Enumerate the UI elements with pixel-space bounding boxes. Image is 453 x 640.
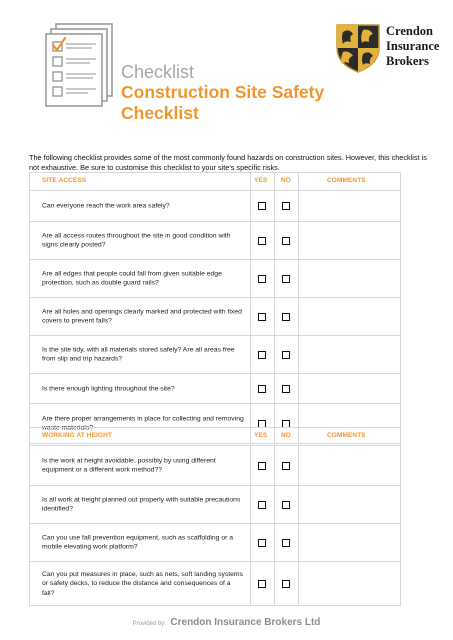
- yes-checkbox[interactable]: [258, 501, 266, 509]
- table-row: [30, 190, 400, 221]
- comments-cell[interactable]: [299, 191, 400, 221]
- page-title-line2: Checklist: [121, 103, 199, 123]
- logo-line-3: Brokers: [386, 54, 429, 68]
- comments-cell[interactable]: [299, 562, 400, 605]
- table-row: [30, 335, 400, 373]
- yes-checkbox[interactable]: [258, 539, 266, 547]
- section-heading: WORKING AT HEIGHT: [42, 432, 112, 439]
- table-row: [30, 523, 400, 561]
- no-checkbox[interactable]: [282, 462, 290, 470]
- yes-checkbox[interactable]: [258, 313, 266, 321]
- comments-cell[interactable]: [299, 446, 400, 485]
- no-checkbox[interactable]: [282, 351, 290, 359]
- question-text: Can you put measures in place, such as nets, soft landing systems or safety decks, to reduce the distance and consequences of a fall?: [42, 570, 243, 597]
- question-text: Are all edges that people could fall from given suitable edge protection, such as double guard rails?: [42, 270, 222, 287]
- table-row: [30, 297, 400, 335]
- question-text: Is all work at height planned out properly with suitable precautions identified?: [42, 496, 241, 513]
- comments-cell[interactable]: [299, 524, 400, 561]
- no-checkbox[interactable]: [282, 501, 290, 509]
- logo-wordmark: [386, 24, 439, 69]
- working-at-height-table: [29, 427, 401, 606]
- table-header-row: [30, 428, 400, 445]
- comments-column-header: COMMENTS: [327, 177, 366, 184]
- yes-checkbox[interactable]: [258, 462, 266, 470]
- comments-cell[interactable]: [299, 222, 400, 259]
- logo-line-2: Insurance: [386, 39, 440, 53]
- question-text: Are all holes and openings clearly marked and protected with fixed covers to prevent falls?: [42, 308, 242, 325]
- footer-company-name: Crendon Insurance Brokers Ltd: [170, 617, 321, 628]
- comments-cell[interactable]: [299, 298, 400, 335]
- yes-column-header: YES: [254, 177, 268, 184]
- yes-checkbox[interactable]: [258, 580, 266, 588]
- table-header-row: [30, 173, 400, 190]
- yes-column-header: YES: [254, 432, 268, 439]
- question-text: Are there proper arrangements in place for collecting and removing waste materials?: [42, 415, 244, 432]
- footer: [0, 612, 453, 630]
- no-checkbox[interactable]: [282, 237, 290, 245]
- question-text: Is the site tidy, with all materials stored safely? Are all areas free from slip and trip hazards?: [42, 346, 235, 363]
- no-checkbox[interactable]: [282, 385, 290, 393]
- no-checkbox[interactable]: [282, 580, 290, 588]
- section-heading: SITE ACCESS: [42, 177, 87, 184]
- question-text: Can you use fall prevention equipment, such as scaffolding or a mobile elevating work platform?: [42, 534, 234, 551]
- kicker-title: Checklist: [121, 62, 195, 82]
- table-row: [30, 259, 400, 297]
- table-row: [30, 445, 400, 485]
- site-access-table: [29, 172, 401, 444]
- title-block: [121, 62, 324, 124]
- question-text: Are all access routes throughout the site in good condition with signs clearly posted?: [42, 232, 231, 249]
- table-row: [30, 373, 400, 403]
- table-row: [30, 561, 400, 605]
- no-column-header: NO: [281, 432, 291, 439]
- clipboard-checklist-icon: [44, 22, 116, 108]
- comments-column-header: COMMENTS: [327, 432, 366, 439]
- table-row: [30, 221, 400, 259]
- no-checkbox[interactable]: [282, 313, 290, 321]
- comments-cell[interactable]: [299, 260, 400, 297]
- provided-by-label: Provided by:: [132, 621, 166, 627]
- no-column-header: NO: [281, 177, 291, 184]
- page-title-line1: Construction Site Safety: [121, 82, 325, 102]
- question-text: Can everyone reach the work area safely?: [42, 202, 170, 210]
- comments-cell[interactable]: [299, 374, 400, 403]
- yes-checkbox[interactable]: [258, 275, 266, 283]
- yes-checkbox[interactable]: [258, 351, 266, 359]
- question-text: Is the work at height avoidable, possibly by using different equipment or a different work method??: [42, 457, 216, 474]
- comments-cell[interactable]: [299, 336, 400, 373]
- yes-checkbox[interactable]: [258, 237, 266, 245]
- no-checkbox[interactable]: [282, 275, 290, 283]
- yes-checkbox[interactable]: [258, 385, 266, 393]
- question-text: Is there enough lighting throughout the site?: [42, 384, 175, 392]
- intro-paragraph: The following checklist provides some of the most commonly found hazards on construction sites. However, this checklist is not exhaustive. Be sure to customise this checklist to your site's specific risks.: [29, 153, 427, 172]
- yes-checkbox[interactable]: [258, 202, 266, 210]
- no-checkbox[interactable]: [282, 202, 290, 210]
- comments-cell[interactable]: [299, 486, 400, 523]
- table-row: [30, 485, 400, 523]
- no-checkbox[interactable]: [282, 539, 290, 547]
- logo-line-1: Crendon: [386, 24, 434, 38]
